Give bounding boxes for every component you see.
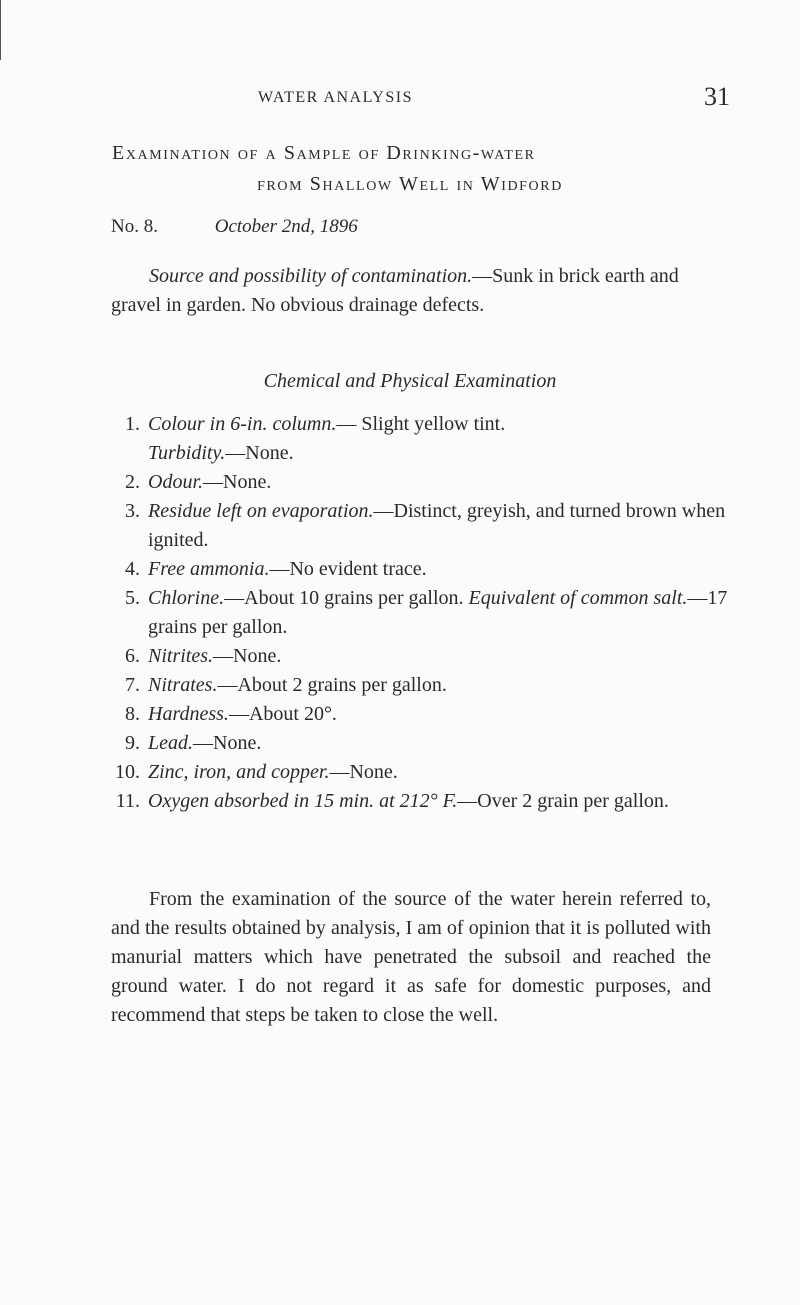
item-label: Nitrates.	[148, 674, 218, 696]
item-number: 9.	[125, 732, 140, 754]
item-label: Residue left on evaporation.	[148, 500, 374, 522]
item-number: 3.	[125, 500, 140, 522]
item-text-2: —17 grains per gallon.	[148, 587, 728, 638]
item-number: 1.	[125, 413, 140, 435]
item-text: —None.	[193, 732, 262, 754]
item-number: 5.	[125, 587, 140, 609]
source-paragraph	[111, 262, 711, 320]
list-item	[100, 410, 740, 468]
item-label: Chlorine.	[148, 587, 225, 609]
running-head: WATER ANALYSIS	[258, 89, 413, 106]
item-number: 4.	[125, 558, 140, 580]
item-text: —None.	[203, 471, 272, 493]
item-label: Free ammonia.	[148, 558, 270, 580]
item-number: 2.	[125, 471, 140, 493]
list-item	[100, 700, 740, 729]
item-text-2: —None.	[225, 442, 294, 464]
item-text: —Over 2 grain per gallon.	[457, 790, 669, 812]
item-text: — Slight yellow tint.	[336, 413, 506, 435]
source-text: —Sunk in brick earth and gravel in garden. No obvious drainage defects.	[111, 265, 679, 316]
sample-date: October 2nd, 1896	[214, 216, 358, 237]
item-text: —About 20°.	[228, 703, 337, 725]
item-label-2: Equivalent of common salt.	[468, 587, 688, 609]
item-number: 7.	[125, 674, 140, 696]
source-lead: Source and possibility of contamination.	[149, 265, 473, 287]
item-text: —About 2 grains per gallon.	[217, 674, 447, 696]
conclusion-paragraph: From the examination of the source of the water herein referred to, and the results obtained by analysis, I am of opinion that it is polluted with manurial matters which have penetrated the subsoil and reached the ground water. I do not regard it as safe for domestic purposes, and recommend that steps be taken to close the well.	[111, 888, 711, 1026]
item-label: Zinc, iron, and copper.	[148, 761, 330, 783]
list-item	[100, 787, 740, 816]
page-number: 31	[704, 82, 730, 111]
list-item	[100, 555, 740, 584]
item-label: Hardness.	[148, 703, 229, 725]
page-edge-line	[0, 0, 1, 60]
list-item	[100, 671, 740, 700]
item-number: 10.	[115, 761, 140, 783]
title-line-2: from Shallow Well in Widford	[257, 173, 563, 195]
list-item	[100, 729, 740, 758]
item-label: Odour.	[148, 471, 204, 493]
examination-list	[100, 410, 740, 816]
item-number: 11.	[115, 790, 140, 812]
item-text: —None.	[213, 645, 282, 667]
sample-line	[111, 216, 358, 238]
item-label: Nitrites.	[148, 645, 214, 667]
list-item	[100, 497, 740, 555]
list-item	[100, 584, 740, 642]
sample-number: No. 8.	[111, 216, 158, 237]
item-label: Colour in 6-in. column.	[148, 413, 337, 435]
list-item	[100, 468, 740, 497]
list-item	[100, 642, 740, 671]
item-number: 8.	[125, 703, 140, 725]
item-text: —Distinct, greyish, and turned brown when ignited.	[148, 500, 726, 551]
examination-heading: Chemical and Physical Examination	[263, 370, 557, 392]
title-line-1: Examination of a Sample of Drinking-water	[112, 142, 536, 164]
item-text: —None.	[329, 761, 398, 783]
item-text: —No evident trace.	[269, 558, 427, 580]
item-number: 6.	[125, 645, 140, 667]
list-item	[100, 758, 740, 787]
item-text: —About 10 grains per gallon.	[224, 587, 464, 609]
item-label-2: Turbidity.	[148, 442, 226, 464]
item-label: Lead.	[148, 732, 193, 754]
item-label: Oxygen absorbed in 15 min. at 212° F.	[148, 790, 458, 812]
